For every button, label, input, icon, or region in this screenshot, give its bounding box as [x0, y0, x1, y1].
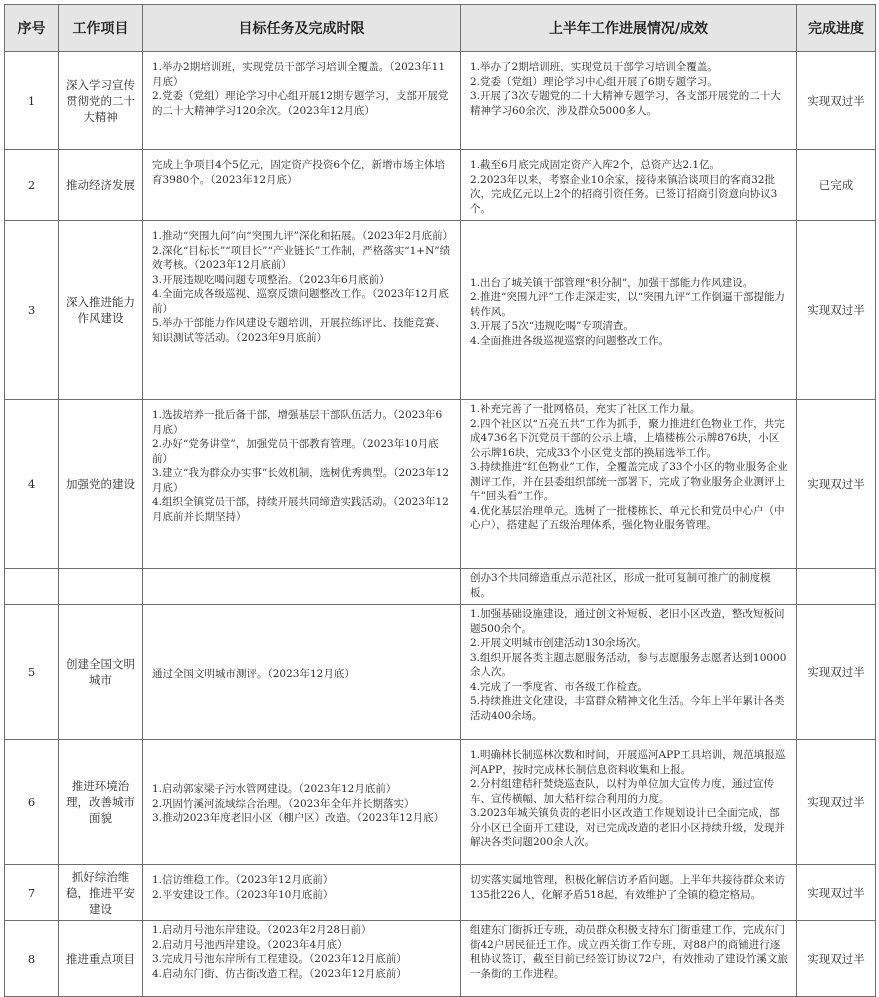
header-status: 完成进度	[797, 5, 876, 52]
progress-cell	[461, 52, 797, 150]
status-cell: 实现双过半	[797, 221, 876, 400]
table-row	[5, 150, 876, 221]
progress-item: 3.开展了5次“违规吃喝”专项清查。	[470, 320, 634, 333]
target-item: 5.举办干部能力作风建设专题培训，开展拉练评比、技能竞赛、知识测试等活动。（2023年9月底前）	[152, 317, 446, 344]
header-row	[5, 5, 876, 52]
row-number: 1	[5, 52, 59, 150]
progress-item: 4.优化基层治理单元。选树了一批楼栋长、单元长和党员中心户（中心户），搭建起了五级治理体系，强化物业服务管理。	[470, 504, 785, 531]
progress-item: 3.2023年城关镇负责的老旧小区改造工作规划设计已全面完成，部分小区已全面开工建设，对已完成改造的老旧小区持续升级，发现并解决各类问题200余人次。	[470, 807, 785, 848]
status-cell: 实现双过半	[797, 921, 876, 997]
target-item: 3.建立“我为群众办实事”长效机制，选树优秀典型。（2023年12月底）	[152, 467, 450, 494]
target-item: 1.推动“突围九问”向“突围九评”深化和拓展。（2023年2月底前）	[152, 230, 454, 242]
progress-item: 1.明确林长制巡林次数和时间，开展巡河APP工具培训，规范填报巡河APP，按时完成林长制信息资料收集和上报。	[470, 749, 786, 776]
row-number: 7	[5, 865, 59, 921]
target-item: 2.平安建设工作。（2023年10月底前）	[152, 888, 334, 901]
progress-item: 4.完成了一季度省、市各级工作检查。	[470, 680, 649, 693]
progress-cell	[461, 150, 797, 221]
progress-item: 组建东门街拆迁专班，动员群众积极支持东门街重建工作，完成东门街42户居民征迁工作。成立西关街工作专班，对88户的商铺进行逐租协议签订，截至目前已经签订协议72户，有效推动了建设竹溪文旅一条街的工作进程。	[470, 924, 788, 980]
status-cell	[797, 569, 876, 605]
progress-cell	[461, 221, 797, 400]
progress-item: 1.补充完善了一批网格员，充实了社区工作力量。	[470, 403, 701, 415]
target-item: 2.深化“目标长”“项目长”“产业链长”工作制，严格落实“1+N”绩效考核。（2023年12月底前）	[152, 244, 451, 271]
header-target: 目标任务及完成时限	[143, 5, 461, 52]
progress-item: 2.党委（党组）理论学习中心组开展了6期专题学习。	[470, 75, 718, 88]
target-item: 1.启动郭家梁子污水管网建设。（2023年12月底前）	[152, 783, 397, 796]
progress-cell	[461, 569, 797, 605]
table-row	[5, 221, 876, 400]
progress-item: 2.分村组建秸秆焚烧巡查队，以村为单位加大宣传力度，通过宣传车、宣传横幅、加大秸秆综合利用的力度。	[470, 778, 775, 805]
target-item: 通过全国文明城市测评。（2023年12月底）	[152, 667, 355, 680]
target-item: 1.启动月号池东岸建设。（2023年2月28日前）	[152, 924, 372, 936]
progress-item: 2.四个社区以“五亮五共”工作为抓手，聚力推进红色物业工作，共完成4736名下沉党员干部的公示上墙，上墙楼栋公示牌876块，小区公示牌16块，完成33个小区党支部的换届选举工作。	[470, 417, 785, 459]
progress-item: 1.加强基础设施建设，通过创文补短板、老旧小区改造，整改短板问题500余个。	[470, 608, 785, 635]
progress-cell	[461, 865, 797, 921]
target-cell	[143, 221, 461, 400]
target-item: 3.推动2023年度老旧小区（棚户区）改造。（2023年12月底）	[152, 812, 445, 825]
target-item: 2.启动月号池西岸建设。（2023年4月底）	[152, 938, 348, 951]
table-row	[5, 921, 876, 997]
status-cell: 实现双过半	[797, 605, 876, 740]
row-number: 3	[5, 221, 59, 400]
target-item: 1.信访维稳工作。（2023年12月底前）	[152, 874, 334, 886]
target-cell	[143, 921, 461, 997]
target-item: 2.党委（党组）理论学习中心组开展12期专题学习，支部开展党的二十大精神学习120余次。（2023年12月底）	[152, 90, 449, 117]
progress-item: 1.出台了城关镇干部管理“积分制”，加强干部能力作风建设。	[470, 276, 754, 289]
status-cell: 已完成	[797, 150, 876, 221]
target-item: 4.全面完成各级巡视、巡察反馈问题整改工作。（2023年12月底前）	[152, 288, 449, 315]
project-name: 推进环境治理，改善城市面貌	[59, 740, 143, 865]
row-number: 6	[5, 740, 59, 865]
header-no: 序号	[5, 5, 59, 52]
progress-item: 切实落实属地管理，积极化解信访矛盾问题。上半年共接待群众来访135批226人，化解矛盾518起，有效维护了全镇的稳定格局。	[470, 874, 785, 901]
progress-item: 2.推进“突围九评”工作走深走实，以“突围九评”工作倒逼干部提能力转作风。	[470, 291, 785, 318]
table-row	[5, 569, 876, 605]
progress-item: 创办3个共同缔造重点示范社区，形成一批可复制可推广的制度模板。	[470, 572, 771, 599]
row-number: 2	[5, 150, 59, 221]
target-cell	[143, 605, 461, 740]
status-cell: 实现双过半	[797, 865, 876, 921]
row-number: 4	[5, 400, 59, 569]
target-cell	[143, 569, 461, 605]
project-name	[59, 569, 143, 605]
progress-item: 1.举办了2期培训班，实现党员干部学习培训全覆盖。	[470, 61, 718, 73]
target-item: 4.组织全镇党员干部，持续开展共同缔造实践活动。（2023年12月底前并长期坚持）	[152, 496, 449, 523]
progress-cell	[461, 740, 797, 865]
header-project: 工作项目	[59, 5, 143, 52]
project-name: 深入学习宣传贯彻党的二十大精神	[59, 52, 143, 150]
project-name: 推进重点项目	[59, 921, 143, 997]
target-item: 2.办好“党务讲堂”，加强党员干部教育管理。（2023年10月底前）	[152, 438, 439, 465]
progress-item: 3.持续推进“红色物业”工作，全覆盖完成了33个小区的物业服务企业测评工作，并在县委组织部统一部署下，完成了物业服务企业测评上午“回头看”工作。	[470, 461, 788, 502]
project-name: 加强党的建设	[59, 400, 143, 569]
status-cell: 实现双过半	[797, 400, 876, 569]
target-cell	[143, 400, 461, 569]
target-cell	[143, 740, 461, 865]
target-item: 1.选拔培养一批后备干部，增强基层干部队伍活力。（2023年6月底）	[152, 409, 443, 436]
status-cell: 实现双过半	[797, 52, 876, 150]
table-row	[5, 740, 876, 865]
table-row	[5, 605, 876, 740]
progress-item: 3.开展了3次专题党的二十大精神专题学习，各支部开展党的二十大精神学习60余次，涉及群众5000多人。	[470, 90, 781, 117]
project-name: 推动经济发展	[59, 150, 143, 221]
table-row	[5, 400, 876, 569]
work-progress-table	[4, 4, 876, 997]
row-number: 5	[5, 605, 59, 740]
project-name: 抓好综治维稳，推进平安建设	[59, 865, 143, 921]
header-progress: 上半年工作进展情况/成效	[461, 5, 797, 52]
progress-cell	[461, 605, 797, 740]
progress-cell	[461, 921, 797, 997]
project-name: 创建全国文明城市	[59, 605, 143, 740]
progress-item: 3.组织开展各类主题志愿服务活动，参与志愿服务志愿者达到10000余人次。	[470, 651, 787, 678]
progress-item: 5.持续推进文化建设，丰富群众精神文化生活。今年上半年累计各类活动400余场。	[470, 695, 785, 722]
table-row	[5, 52, 876, 150]
target-item: 3.开展违规吃喝问题专项整治。（2023年6月底前）	[152, 273, 390, 286]
target-item: 1.举办2期培训班，实现党员干部学习培训全覆盖。（2023年11月底）	[152, 61, 446, 88]
progress-item: 2.开展文明城市创建活动130余场次。	[470, 637, 648, 649]
row-number: 8	[5, 921, 59, 997]
table-row	[5, 865, 876, 921]
target-item: 3.完成月号池东岸所有工程建设。（2023年12月底前）	[152, 953, 407, 965]
progress-cell	[461, 400, 797, 569]
target-item: 4.启动东门街、仿古街改造工程。（2023年12月底前）	[152, 967, 407, 980]
progress-item: 1.截至6月底完成固定资产入库2个，总资产达2.1亿。	[470, 159, 721, 171]
target-cell	[143, 150, 461, 221]
target-cell	[143, 865, 461, 921]
project-name: 深入推进能力作风建设	[59, 221, 143, 400]
row-number	[5, 569, 59, 605]
status-cell: 实现双过半	[797, 740, 876, 865]
target-cell	[143, 52, 461, 150]
progress-item: 2.2023年以来，考察企业10余家，接待来镇洽谈项目的客商32批次，完成亿元以上2个的招商引资任务。已签订招商引资意向协议3个。	[470, 173, 778, 215]
progress-item: 4.全面推进各级巡视巡察的问题整改工作。	[470, 334, 670, 347]
target-item: 2.巩固竹溪河流域综合治理。（2023年全年并长期落实）	[152, 797, 415, 810]
target-item: 完成上争项目4个5亿元，固定资产投资6个亿，新增市场主体培育3980个。（2023年12月底）	[152, 159, 446, 186]
